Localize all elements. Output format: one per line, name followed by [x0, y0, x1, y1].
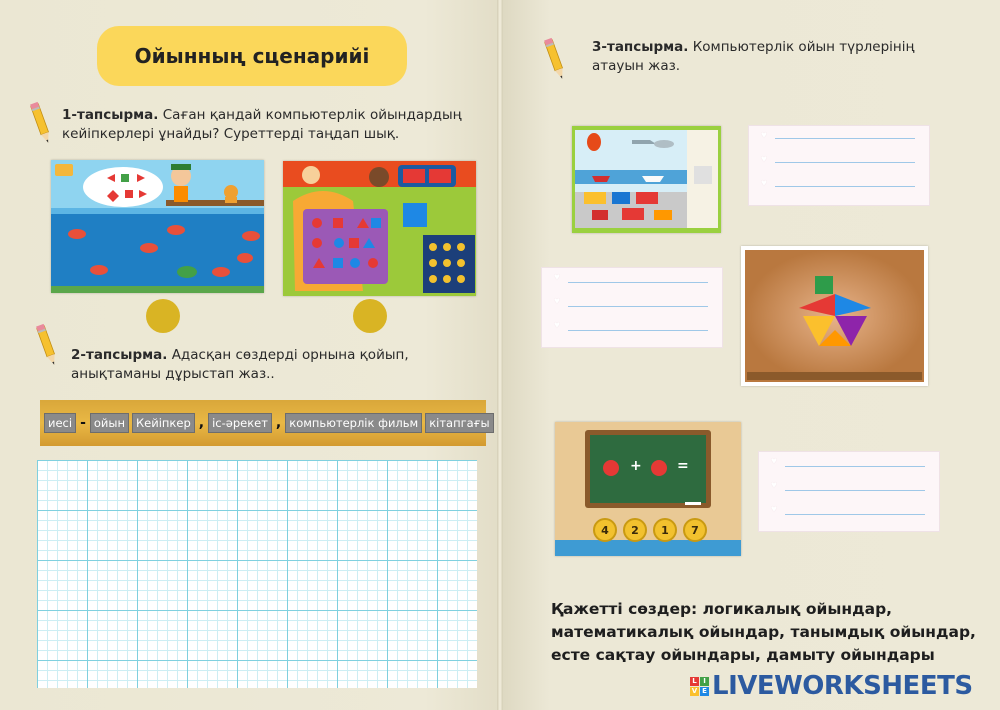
writing-grid[interactable]: [37, 460, 477, 688]
math-answer-options: [593, 518, 707, 542]
heart-icon: ♥: [771, 480, 777, 491]
task2-instruction: [71, 346, 481, 384]
heart-icon: ♥: [771, 504, 777, 515]
word-chip[interactable]: Кейіпкер: [132, 413, 195, 433]
heart-icon: ♥: [761, 154, 767, 165]
logo-letter: I: [700, 677, 709, 686]
answer-line[interactable]: [785, 490, 925, 491]
answer-box-tangram[interactable]: [541, 267, 723, 348]
logo-letter: E: [700, 687, 709, 696]
task1-instruction: [62, 106, 482, 144]
word-chips-strip: [40, 400, 490, 446]
task2-text: Адасқан сөздерді орнына қойып, анықтаманы дұрыстап жаз..: [71, 347, 409, 382]
word-separator: -: [80, 415, 86, 431]
logo-text: LIVEWORKSHEETS: [712, 671, 973, 701]
pencil-icon: [30, 100, 52, 146]
heart-icon: ♥: [554, 272, 560, 283]
math-number-option: 2: [623, 518, 647, 542]
math-operator-equals: =: [677, 458, 689, 474]
choice-dot-2[interactable]: [353, 299, 387, 333]
heart-icon: ♥: [554, 296, 560, 307]
pencil-icon: [36, 322, 58, 368]
task3-text: Компьютерлік ойын түрлерінің атауын жаз.: [592, 39, 915, 74]
math-number-option: 7: [683, 518, 707, 542]
answer-line[interactable]: [775, 138, 915, 139]
task3-instruction: [592, 38, 962, 76]
heart-icon: ♥: [771, 456, 777, 467]
answer-box-vehicles[interactable]: [748, 125, 930, 206]
page-title: Ойынның сценарийі: [134, 44, 370, 68]
heart-icon: ♥: [761, 130, 767, 141]
math-number-option: 1: [653, 518, 677, 542]
word-chip[interactable]: компьютерлік фильм: [285, 413, 422, 433]
answer-line[interactable]: [568, 282, 708, 283]
math-number-option: 4: [593, 518, 617, 542]
answer-line[interactable]: [568, 306, 708, 307]
word-chip[interactable]: іс-әрекет: [208, 413, 272, 433]
answer-line[interactable]: [785, 466, 925, 467]
math-operator-plus: +: [630, 458, 642, 474]
word-chip[interactable]: ойын: [90, 413, 129, 433]
answer-line[interactable]: [775, 186, 915, 187]
logo-blocks: [690, 677, 709, 696]
task1-label: 1-тапсырма.: [62, 107, 159, 123]
answer-line[interactable]: [568, 330, 708, 331]
game-image-math: [555, 422, 741, 556]
game-image-vehicles: [572, 126, 721, 233]
needed-words: Қажетті сөздер: логикалық ойындар, математикалық ойындар, танымдық ойындар, есте сақтау ойындары, дамыту ойындары: [551, 600, 976, 664]
logo-letter: V: [691, 687, 698, 695]
heart-icon: ♥: [554, 320, 560, 331]
task2-label: 2-тапсырма.: [71, 347, 168, 363]
pencil-icon: [544, 36, 566, 82]
word-chip[interactable]: кітапгағы: [425, 413, 493, 433]
game-image-fishing[interactable]: [51, 160, 264, 293]
task3-label: 3-тапсырма.: [592, 39, 689, 55]
title-badge: [97, 26, 407, 86]
answer-line[interactable]: [785, 514, 925, 515]
task1-text: Саған қандай компьютерлік ойындардың кейіпкерлері ұнайды? Суреттерді таңдап шық.: [62, 107, 462, 142]
heart-icon: ♥: [761, 178, 767, 189]
logo-letter: L: [690, 677, 699, 686]
word-separator: ,: [275, 415, 282, 431]
liveworksheets-logo: [690, 671, 973, 701]
answer-box-math[interactable]: [758, 451, 940, 532]
choice-dot-1[interactable]: [146, 299, 180, 333]
game-image-tangram: [741, 246, 928, 386]
game-image-shapes[interactable]: [283, 161, 476, 296]
answer-line[interactable]: [775, 162, 915, 163]
book-spine: [497, 0, 503, 710]
word-separator: ,: [198, 415, 205, 431]
word-chip[interactable]: иесі: [44, 413, 76, 433]
